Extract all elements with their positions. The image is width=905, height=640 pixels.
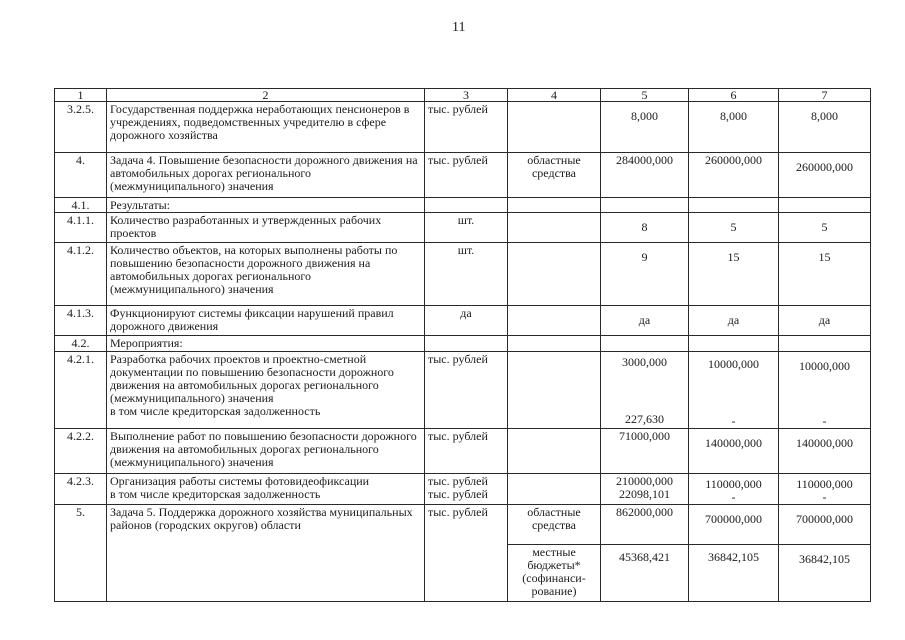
row-value-6: 8,000	[689, 102, 779, 152]
row-name-sub: в том числе кредиторская задолженность	[110, 403, 321, 418]
row-value-6: да	[689, 306, 779, 336]
header-cell: 7	[779, 89, 871, 102]
value-main: 210000,000	[616, 473, 673, 488]
row-value-6: 5	[689, 213, 779, 243]
row-name-sub: в том числе кредиторская задолженность	[110, 486, 321, 501]
row-unit: да	[425, 306, 508, 336]
row-unit: тыс. рублей	[425, 504, 508, 601]
row-value-5	[601, 351, 689, 429]
value-main: 110000,000	[705, 476, 762, 491]
row-source: областные средства	[508, 504, 601, 544]
row-name: Количество объектов, на которых выполнены работы по повышению безопасности дорожного движения на автомобильных дорогах регионального (межмуниципального) значения	[107, 243, 425, 306]
row-number: 4.1.3.	[55, 306, 107, 336]
row-unit: тыс. рублей	[425, 429, 508, 473]
header-cell: 1	[55, 89, 107, 102]
table-row	[55, 152, 871, 197]
header-cell: 2	[107, 89, 425, 102]
program-table	[54, 88, 871, 602]
table-row	[55, 213, 871, 243]
row-name: Государственная поддержка неработающих пенсионеров в учреждениях, подведомственных учредителю в сфере дорожного хозяйства	[107, 102, 425, 152]
value-sub: -	[822, 413, 827, 428]
row-value-5-2: 45368,421	[601, 545, 689, 602]
row-number: 4.1.1.	[55, 213, 107, 243]
table-row	[55, 504, 871, 544]
page-number: 11	[452, 20, 466, 35]
header-cell: 6	[689, 89, 779, 102]
row-value-6	[689, 473, 779, 504]
row-value-6-2: 36842,105	[689, 545, 779, 602]
row-value-7-2: 36842,105	[779, 545, 871, 602]
row-value-6: 15	[689, 243, 779, 306]
row-source-2: местные бюджеты* (софинанси-рование)	[508, 545, 601, 602]
row-name-main: Разработка рабочих проектов и проектно-сметной документации по повышению безопасности дорожного движения на автомобильных дорогах регионального (межмуниципального) значения	[110, 351, 394, 405]
row-source	[508, 429, 601, 473]
value-sub: -	[822, 489, 827, 504]
row-source: областные средства	[508, 152, 601, 197]
row-name: Количество разработанных и утвержденных рабочих проектов	[107, 213, 425, 243]
row-value-6: 700000,000	[689, 504, 779, 544]
row-number: 3.2.5.	[55, 102, 107, 152]
row-value-7: 8,000	[779, 102, 871, 152]
row-value-7: 15	[779, 243, 871, 306]
row-value-5	[601, 473, 689, 504]
row-number: 4.2.2.	[55, 429, 107, 473]
value-sub: -	[731, 413, 736, 428]
row-source	[508, 473, 601, 504]
row-source	[508, 243, 601, 306]
row-number: 4.	[55, 152, 107, 197]
value-main: 3000,000	[622, 354, 667, 369]
row-number: 5.	[55, 504, 107, 601]
row-number: 4.1.	[55, 198, 107, 213]
row-value-7: 140000,000	[779, 429, 871, 473]
row-name: Результаты:	[107, 198, 425, 213]
row-value-5: 284000,000	[601, 152, 689, 197]
row-name-main: Организация работы системы фотовидеофиксации	[110, 473, 370, 488]
row-value-5: 862000,000	[601, 504, 689, 544]
row-value-7	[779, 473, 871, 504]
row-value-7	[779, 351, 871, 429]
header-cell: 5	[601, 89, 689, 102]
row-value-6: 260000,000	[689, 152, 779, 197]
row-unit: тыс. рублей	[425, 102, 508, 152]
table-row	[55, 198, 871, 213]
row-unit: тыс. рублей	[425, 152, 508, 197]
unit-main: тыс. рублей	[428, 473, 488, 488]
table-row	[55, 336, 871, 351]
row-value-5: 9	[601, 243, 689, 306]
row-value-5: 8	[601, 213, 689, 243]
value-sub: -	[731, 489, 736, 504]
row-number: 4.2.3.	[55, 473, 107, 504]
header-cell: 4	[508, 89, 601, 102]
table-row	[55, 243, 871, 306]
row-value-5: 71000,000	[601, 429, 689, 473]
table-row	[55, 473, 871, 504]
row-source	[508, 102, 601, 152]
row-value-7: 5	[779, 213, 871, 243]
row-value-7: 260000,000	[779, 152, 871, 197]
header-row	[55, 89, 871, 102]
row-name: Мероприятия:	[107, 336, 425, 351]
value-main: 10000,000	[799, 358, 850, 373]
row-name: Задача 4. Повышение безопасности дорожного движения на автомобильных дорогах регионального (межмуниципального) значения	[107, 152, 425, 197]
value-sub: 22098,101	[619, 486, 670, 501]
row-unit	[425, 473, 508, 504]
row-unit: тыс. рублей	[425, 351, 508, 429]
row-unit: шт.	[425, 213, 508, 243]
row-name: Выполнение работ по повышению безопасности дорожного движения на автомобильных дорогах регионального (межмуниципального) значения	[107, 429, 425, 473]
value-main: 110000,000	[796, 476, 853, 491]
row-value-7: 700000,000	[779, 504, 871, 544]
row-source	[508, 306, 601, 336]
row-name	[107, 473, 425, 504]
table-row	[55, 429, 871, 473]
unit-sub: тыс. рублей	[428, 486, 488, 501]
row-name: Задача 5. Поддержка дорожного хозяйства муниципальных районов (городских округов) области	[107, 504, 425, 601]
row-value-5: да	[601, 306, 689, 336]
table-row	[55, 351, 871, 429]
row-source	[508, 351, 601, 429]
row-source	[508, 213, 601, 243]
row-value-6	[689, 351, 779, 429]
row-name	[107, 351, 425, 429]
row-number: 4.1.2.	[55, 243, 107, 306]
row-name: Функционируют системы фиксации нарушений правил дорожного движения	[107, 306, 425, 336]
row-unit: шт.	[425, 243, 508, 306]
row-number: 4.2.1.	[55, 351, 107, 429]
row-value-6: 140000,000	[689, 429, 779, 473]
row-value-5: 8,000	[601, 102, 689, 152]
value-sub: 227,630	[625, 411, 664, 426]
table-row	[55, 306, 871, 336]
row-number: 4.2.	[55, 336, 107, 351]
header-cell: 3	[425, 89, 508, 102]
table-row	[55, 102, 871, 152]
value-main: 10000,000	[708, 356, 759, 371]
row-value-7: да	[779, 306, 871, 336]
